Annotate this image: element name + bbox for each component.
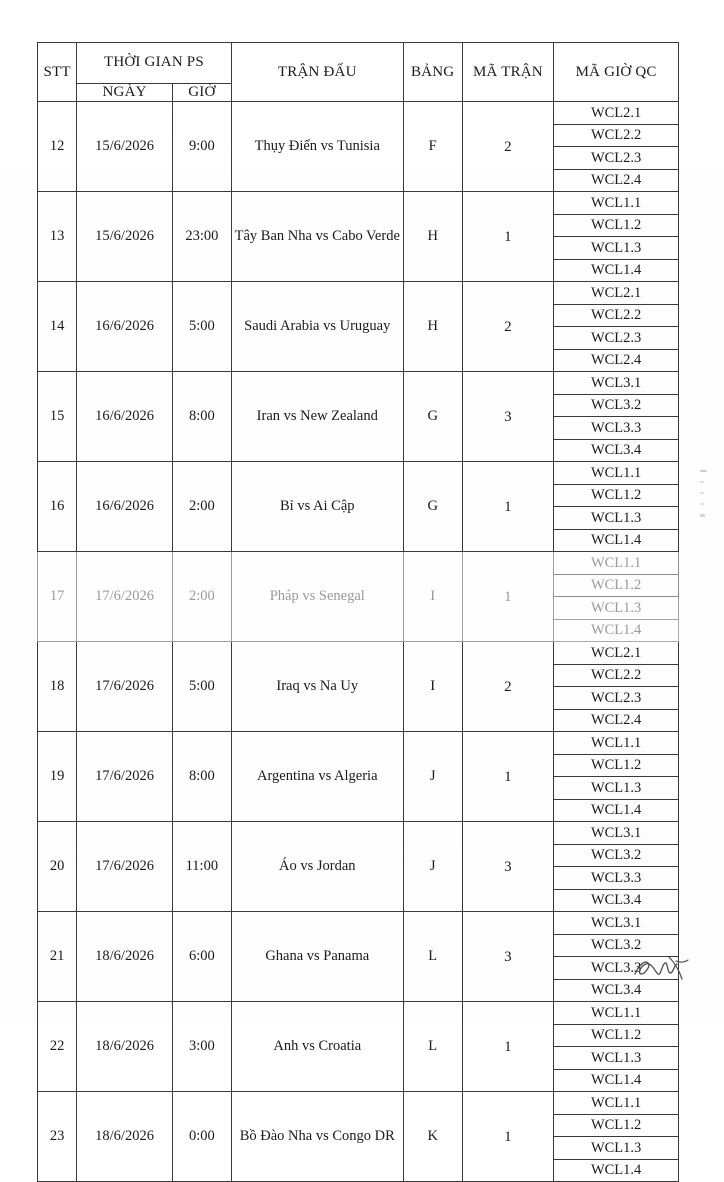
cell-qc-code — [554, 169, 679, 192]
qc-code-label: WCL1.1 — [590, 464, 642, 481]
cell-qc-code — [554, 462, 679, 485]
header-ma-gio-qc — [554, 43, 679, 102]
cell-qc-code — [554, 124, 679, 147]
cell-stt: 12 — [38, 102, 77, 192]
qc-code-label: WCL1.1 — [590, 1004, 642, 1021]
qc-code-label: WCL1.3 — [590, 1139, 642, 1156]
cell-group: G — [403, 372, 462, 462]
cell-group: H — [403, 192, 462, 282]
qc-code-label: WCL3.3 — [590, 419, 642, 436]
qc-code-label: WCL2.3 — [590, 689, 642, 706]
cell-qc-code — [554, 192, 679, 215]
cell-qc-code — [554, 327, 679, 350]
cell-qc-code — [554, 934, 679, 957]
qc-code-label: WCL2.4 — [590, 712, 642, 728]
cell-date: 18/6/2026 — [77, 1002, 173, 1092]
qc-code-label: WCL1.2 — [590, 487, 642, 503]
cell-stt: 22 — [38, 1002, 77, 1092]
cell-qc-code — [554, 957, 679, 980]
qc-code-label: WCL1.1 — [590, 554, 642, 571]
qc-code-label: WCL1.4 — [590, 1162, 642, 1178]
qc-code-label: WCL1.2 — [590, 1027, 642, 1043]
header-gio-label: GIỜ — [188, 84, 216, 100]
cell-qc-code — [554, 372, 679, 395]
cell-qc-code — [554, 529, 679, 552]
cell-qc-code — [554, 214, 679, 237]
cell-match: Bỉ vs Ai Cập — [231, 462, 403, 552]
cell-time: 2:00 — [172, 552, 231, 642]
cell-qc-code — [554, 1002, 679, 1025]
cell-date: 16/6/2026 — [77, 282, 173, 372]
cell-qc-code — [554, 1047, 679, 1070]
qc-code-label: WCL1.4 — [590, 262, 642, 278]
cell-match: Tây Ban Nha vs Cabo Verde — [231, 192, 403, 282]
table-row — [38, 102, 679, 125]
cell-match-code: 1 — [462, 732, 554, 822]
cell-match-code: 1 — [462, 552, 554, 642]
cell-match-code: 1 — [462, 1092, 554, 1182]
cell-match: Iran vs New Zealand — [231, 372, 403, 462]
cell-group: L — [403, 1002, 462, 1092]
table-row — [38, 912, 679, 935]
cell-stt: 21 — [38, 912, 77, 1002]
scan-margin-marks — [700, 470, 710, 550]
header-ngay-label: NGÀY — [102, 84, 147, 100]
cell-match: Ghana vs Panama — [231, 912, 403, 1002]
cell-qc-code — [554, 979, 679, 1002]
cell-time: 8:00 — [172, 372, 231, 462]
table-row — [38, 192, 679, 215]
cell-qc-code — [554, 1024, 679, 1047]
cell-qc-code — [554, 889, 679, 912]
qc-code-label: WCL3.2 — [590, 937, 642, 953]
cell-stt: 19 — [38, 732, 77, 822]
qc-code-label: WCL1.2 — [590, 757, 642, 773]
header-stt-label: STT — [43, 63, 71, 80]
qc-code-label: WCL3.3 — [590, 869, 642, 886]
qc-code-label: WCL2.1 — [590, 644, 642, 661]
cell-qc-code — [554, 597, 679, 620]
cell-qc-code — [554, 619, 679, 642]
cell-stt: 13 — [38, 192, 77, 282]
cell-date: 15/6/2026 — [77, 102, 173, 192]
cell-qc-code — [554, 1159, 679, 1182]
table-body — [38, 102, 679, 1182]
cell-group: J — [403, 822, 462, 912]
cell-match: Iraq vs Na Uy — [231, 642, 403, 732]
qc-code-label: WCL3.1 — [590, 914, 642, 931]
cell-qc-code — [554, 507, 679, 530]
cell-qc-code — [554, 1069, 679, 1092]
cell-date: 17/6/2026 — [77, 552, 173, 642]
cell-match: Saudi Arabia vs Uruguay — [231, 282, 403, 372]
qc-code-label: WCL1.3 — [590, 509, 642, 526]
cell-date: 15/6/2026 — [77, 192, 173, 282]
qc-code-label: WCL1.2 — [590, 577, 642, 593]
header-bang — [403, 43, 462, 102]
cell-qc-code — [554, 394, 679, 417]
qc-code-label: WCL3.4 — [590, 892, 642, 908]
qc-code-label: WCL1.3 — [590, 599, 642, 616]
cell-qc-code — [554, 417, 679, 440]
cell-qc-code — [554, 484, 679, 507]
cell-qc-code — [554, 867, 679, 890]
qc-code-label: WCL2.1 — [590, 104, 642, 121]
header-tran-dau-label: TRẬN ĐẤU — [277, 63, 357, 80]
cell-stt: 20 — [38, 822, 77, 912]
cell-stt: 14 — [38, 282, 77, 372]
qc-code-label: WCL3.2 — [590, 397, 642, 413]
cell-qc-code — [554, 1114, 679, 1137]
cell-date: 17/6/2026 — [77, 732, 173, 822]
header-thoi-gian-ps — [77, 43, 232, 84]
cell-match: Anh vs Croatia — [231, 1002, 403, 1092]
cell-qc-code — [554, 709, 679, 732]
cell-match: Áo vs Jordan — [231, 822, 403, 912]
cell-match-code: 1 — [462, 1002, 554, 1092]
table-row — [38, 642, 679, 665]
cell-stt: 16 — [38, 462, 77, 552]
header-tran-dau — [231, 43, 403, 102]
header-gio — [172, 84, 231, 102]
qc-code-label: WCL3.4 — [590, 442, 642, 458]
qc-code-label: WCL2.2 — [590, 667, 642, 683]
header-bang-label: BẢNG — [411, 63, 455, 80]
qc-code-label: WCL2.2 — [590, 307, 642, 323]
cell-group: J — [403, 732, 462, 822]
qc-code-label: WCL1.1 — [590, 1094, 642, 1111]
cell-date: 16/6/2026 — [77, 372, 173, 462]
cell-qc-code — [554, 102, 679, 125]
qc-code-label: WCL1.3 — [590, 1049, 642, 1066]
cell-qc-code — [554, 687, 679, 710]
header-ma-tran — [462, 43, 554, 102]
schedule-sheet — [37, 42, 679, 1182]
cell-qc-code — [554, 822, 679, 845]
qc-code-label: WCL1.4 — [590, 1072, 642, 1088]
table-row — [38, 822, 679, 845]
cell-qc-code — [554, 439, 679, 462]
qc-code-label: WCL1.2 — [590, 217, 642, 233]
cell-match-code: 3 — [462, 372, 554, 462]
qc-code-label: WCL1.3 — [590, 239, 642, 256]
cell-date: 17/6/2026 — [77, 822, 173, 912]
table-row — [38, 552, 679, 575]
cell-match: Thụy Điển vs Tunisia — [231, 102, 403, 192]
cell-qc-code — [554, 1137, 679, 1160]
cell-stt: 17 — [38, 552, 77, 642]
qc-code-label: WCL2.3 — [590, 149, 642, 166]
cell-time: 23:00 — [172, 192, 231, 282]
cell-qc-code — [554, 349, 679, 372]
cell-time: 8:00 — [172, 732, 231, 822]
qc-code-label: WCL1.4 — [590, 532, 642, 548]
qc-code-label: WCL3.1 — [590, 824, 642, 841]
cell-group: F — [403, 102, 462, 192]
cell-group: K — [403, 1092, 462, 1182]
qc-code-label: WCL1.1 — [590, 734, 642, 751]
cell-match-code: 2 — [462, 282, 554, 372]
cell-date: 16/6/2026 — [77, 462, 173, 552]
cell-time: 5:00 — [172, 642, 231, 732]
header-row-top — [38, 43, 679, 84]
cell-match-code: 2 — [462, 642, 554, 732]
cell-match-code: 1 — [462, 192, 554, 282]
cell-group: I — [403, 642, 462, 732]
qc-code-label: WCL2.1 — [590, 284, 642, 301]
match-schedule-table — [37, 42, 679, 1182]
cell-time: 11:00 — [172, 822, 231, 912]
qc-code-label: WCL1.2 — [590, 1117, 642, 1133]
qc-code-label: WCL1.4 — [590, 622, 642, 638]
cell-qc-code — [554, 552, 679, 575]
cell-qc-code — [554, 664, 679, 687]
cell-match-code: 2 — [462, 102, 554, 192]
cell-group: L — [403, 912, 462, 1002]
cell-qc-code — [554, 912, 679, 935]
qc-code-label: WCL3.2 — [590, 847, 642, 863]
cell-date: 18/6/2026 — [77, 1092, 173, 1182]
table-row — [38, 1092, 679, 1115]
qc-code-label: WCL1.1 — [590, 194, 642, 211]
cell-match-code: 3 — [462, 912, 554, 1002]
cell-match: Bồ Đào Nha vs Congo DR — [231, 1092, 403, 1182]
table-row — [38, 1002, 679, 1025]
cell-stt: 23 — [38, 1092, 77, 1182]
qc-code-label: WCL2.3 — [590, 329, 642, 346]
qc-code-label: WCL3.3 — [590, 959, 642, 976]
cell-match: Pháp vs Senegal — [231, 552, 403, 642]
cell-qc-code — [554, 237, 679, 260]
header-ngay — [77, 84, 173, 102]
cell-qc-code — [554, 304, 679, 327]
cell-stt: 18 — [38, 642, 77, 732]
cell-match-code: 1 — [462, 462, 554, 552]
header-ma-gio-qc-label: MÃ GIỜ QC — [575, 63, 657, 80]
cell-qc-code — [554, 777, 679, 800]
cell-time: 3:00 — [172, 1002, 231, 1092]
cell-qc-code — [554, 147, 679, 170]
cell-qc-code — [554, 282, 679, 305]
table-row — [38, 732, 679, 755]
cell-time: 9:00 — [172, 102, 231, 192]
qc-code-label: WCL3.4 — [590, 982, 642, 998]
qc-code-label: WCL1.3 — [590, 779, 642, 796]
table-row — [38, 462, 679, 485]
cell-qc-code — [554, 732, 679, 755]
cell-qc-code — [554, 574, 679, 597]
table-header — [38, 43, 679, 102]
qc-code-label: WCL2.4 — [590, 172, 642, 188]
cell-group: H — [403, 282, 462, 372]
cell-qc-code — [554, 1092, 679, 1115]
cell-time: 2:00 — [172, 462, 231, 552]
cell-time: 6:00 — [172, 912, 231, 1002]
cell-qc-code — [554, 642, 679, 665]
header-stt — [38, 43, 77, 102]
cell-stt: 15 — [38, 372, 77, 462]
cell-qc-code — [554, 754, 679, 777]
cell-group: I — [403, 552, 462, 642]
qc-code-label: WCL1.4 — [590, 802, 642, 818]
cell-time: 5:00 — [172, 282, 231, 372]
cell-qc-code — [554, 799, 679, 822]
cell-date: 17/6/2026 — [77, 642, 173, 732]
qc-code-label: WCL2.2 — [590, 127, 642, 143]
cell-qc-code — [554, 844, 679, 867]
qc-code-label: WCL3.1 — [590, 374, 642, 391]
table-row — [38, 372, 679, 395]
cell-time: 0:00 — [172, 1092, 231, 1182]
cell-match: Argentina vs Algeria — [231, 732, 403, 822]
cell-match-code: 3 — [462, 822, 554, 912]
header-ma-tran-label: MÃ TRẬN — [472, 63, 543, 80]
header-thoi-gian-ps-label: THỜI GIAN PS — [103, 54, 204, 71]
cell-date: 18/6/2026 — [77, 912, 173, 1002]
cell-qc-code — [554, 259, 679, 282]
table-row — [38, 282, 679, 305]
qc-code-label: WCL2.4 — [590, 352, 642, 368]
cell-group: G — [403, 462, 462, 552]
